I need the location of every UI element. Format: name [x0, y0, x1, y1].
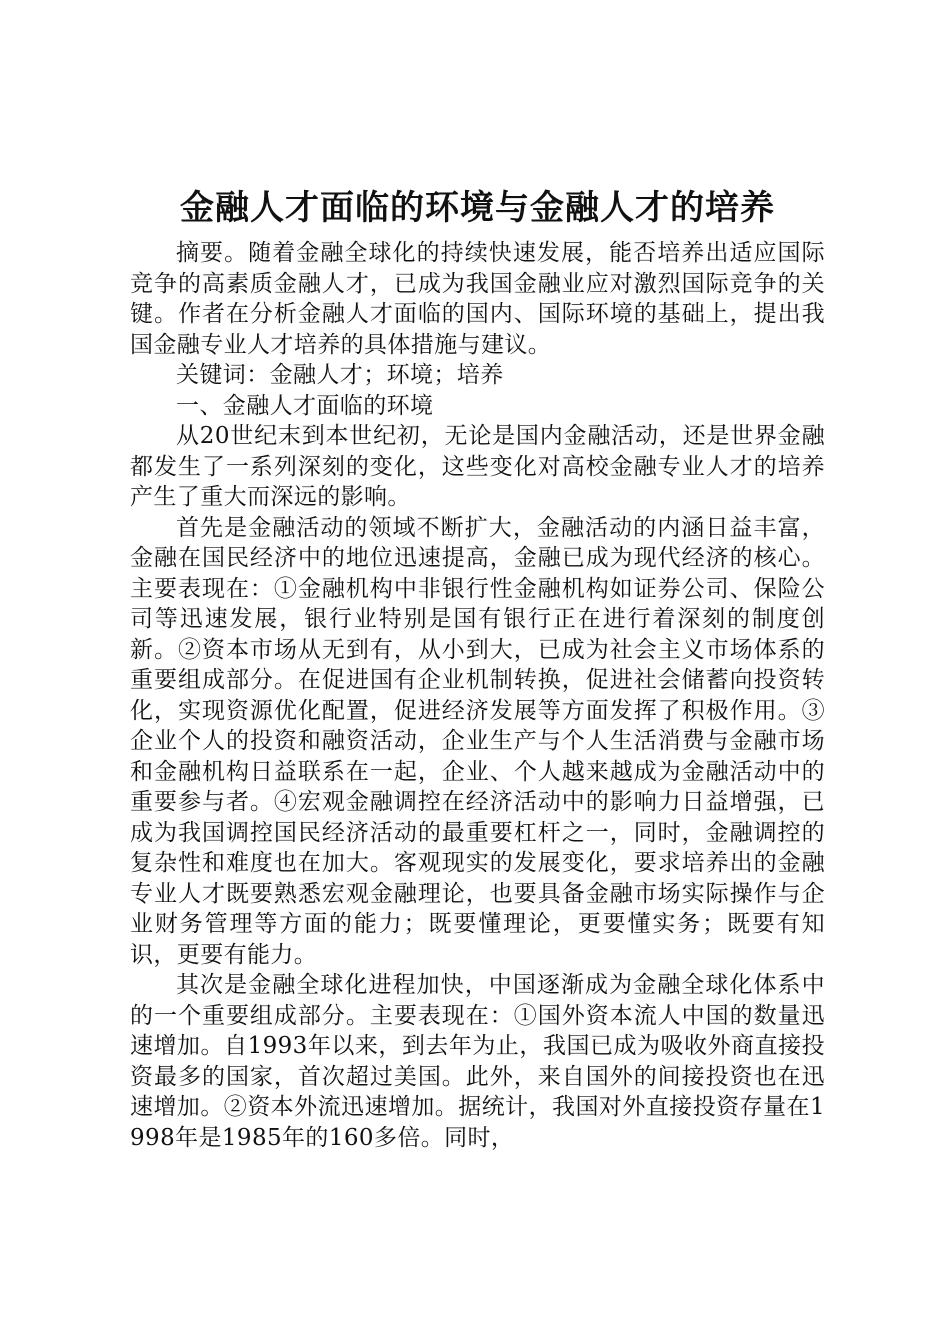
- section-heading: 一、金融人才面临的环境: [176, 392, 434, 419]
- body-paragraph: 从20世纪末到本世纪初，无论是国内金融活动，还是世界金融都发生了一系列深刻的变化，这些变化对高校金融专业人才的培养产生了重大而深远的影响。: [130, 423, 825, 510]
- body-paragraph: 其次是金融全球化进程加快，中国逐渐成为金融全球化体系中的一个重要组成部分。主要表现在：①国外资本流人中国的数量迅速增加。自1993年以来，到去年为止，我国已成为吸收外商直接投资最多的国家，首次超过美国。此外，来自国外的间接投资也在迅速增加。②资本外流迅速增加。据统计，我国对外直接投资存量在1998年是1985年的160多倍。同时，: [130, 972, 825, 1151]
- abstract-paragraph: 摘要。随着金融全球化的持续快速发展，能否培养出适应国际竞争的高素质金融人才，已成为我国金融业应对激烈国际竞争的关键。作者在分析金融人才面临的国内、国际环境的基础上，提出我国金融专业人才培养的具体措施与建议。: [130, 240, 825, 358]
- document-title: 金融人才面临的环境与金融人才的培养: [180, 188, 775, 228]
- keywords-paragraph: 关键词：金融人才；环境；培养: [176, 362, 504, 388]
- document-page: [130, 180, 825, 1153]
- body-paragraph: 首先是金融活动的领域不断扩大，金融活动的内涵日益丰富，金融在国民经济中的地位迅速提高，金融已成为现代经济的核心。主要表现在：①金融机构中非银行性金融机构如证券公司、保险公司等迅速发展，银行业特别是国有银行正在进行着深刻的制度创新。②资本市场从无到有，从小到大，已成为社会主义市场体系的重要组成部分。在促进国有企业机制转换，促进社会储蓄向投资转化，实现资源优化配置，促进经济发展等方面发挥了积极作用。③企业个人的投资和融资活动，企业生产与个人生活消费与金融市场和金融机构日益联系在一起，企业、个人越来越成为金融活动中的重要参与者。④宏观金融调控在经济活动中的影响力日益增强，已成为我国调控国民经济活动的最重要杠杆之一，同时，金融调控的复杂性和难度也在加大。客观现实的发展变化，要求培养出的金融专业人才既要熟悉宏观金融理论，也要具备金融市场实际操作与企业财务管理等方面的能力；既要懂理论，更要懂实务；既要有知识，更要有能力。: [130, 514, 825, 968]
